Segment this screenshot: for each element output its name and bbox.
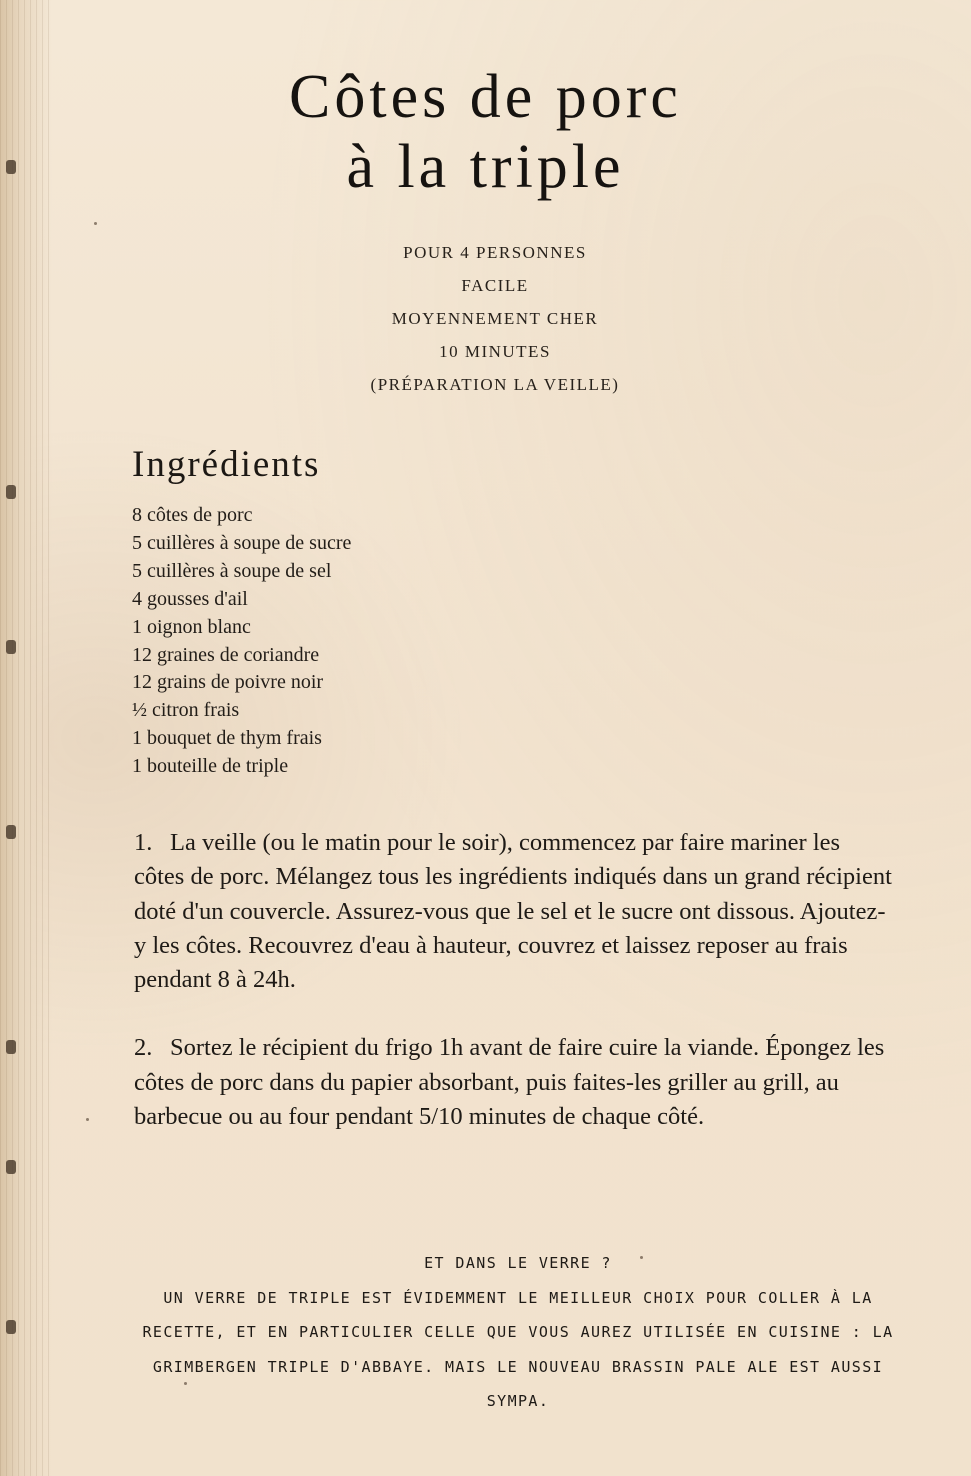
servings: POUR 4 PERSONNES [403, 243, 587, 262]
drink-note-title: ET DANS LE VERRE ? [424, 1254, 612, 1272]
paper-speck [86, 1118, 89, 1121]
step-text: La veille (ou le matin pour le soir), commencez par faire mariner les côtes de porc. Mélangez tous les ingrédients indiqués dans un grand récipient doté d'un couvercle. Assurez-vous que le sel et le sucre ont dissous. Ajoutez-y les côtes. Recouvrez d'eau à hauteur, couvrez et laissez reposer au frais pendant 8 à 24h. [134, 829, 892, 994]
recipe-title-line-2: à la triple [346, 133, 625, 201]
step-1 [134, 826, 894, 997]
step-number: 2. [134, 1034, 153, 1062]
recipe-title-line-1: Côtes de porc [289, 63, 682, 131]
cost: MOYENNEMENT CHER [391, 309, 599, 328]
recipe-meta [0, 236, 971, 401]
ingredients-heading: Ingrédients [132, 444, 321, 485]
ingredients-list [132, 502, 351, 781]
binding-mark [6, 640, 16, 654]
paper-speck [94, 222, 97, 225]
ingredient-item: 12 graines de coriandre [132, 643, 320, 666]
binding-mark [6, 825, 16, 839]
ingredient-item: 4 gousses d'ail [132, 587, 248, 610]
ingredient-item: 5 cuillères à soupe de sucre [132, 531, 352, 554]
binding-mark [6, 1160, 16, 1174]
drink-pairing-note [130, 1246, 906, 1419]
ingredient-item: 1 bouteille de triple [132, 755, 289, 778]
step-2 [134, 1031, 894, 1134]
book-spine [0, 0, 52, 1476]
step-text: Sortez le récipient du frigo 1h avant de faire cuire la viande. Épongez les côtes de porc dans du papier absorbant, puis faites-les griller au grill, au barbecue ou au four pendant 5/10 minutes de chaque côté. [134, 1034, 885, 1131]
ingredient-item: ½ citron frais [132, 699, 240, 722]
difficulty: FACILE [461, 276, 529, 295]
ingredient-item: 5 cuillères à soupe de sel [132, 559, 332, 582]
binding-mark [6, 485, 16, 499]
ingredient-item: 12 grains de poivre noir [132, 671, 324, 694]
instructions [134, 826, 894, 1168]
ingredient-item: 1 bouquet de thym frais [132, 727, 322, 750]
time: 10 MINUTES [439, 342, 551, 361]
step-number: 1. [134, 829, 153, 856]
ingredient-item: 1 oignon blanc [132, 615, 251, 638]
drink-note-text: UN VERRE DE TRIPLE EST ÉVIDEMMENT LE MEILLEUR CHOIX POUR COLLER À LA RECETTE, ET EN PARTICULIER CELLE QUE VOUS AUREZ UTILISÉE EN CUISINE : LA GRIMBERGEN TRIPLE D'ABBAYE. MAIS LE NOUVEAU BRASSIN PALE ALE EST AUSSI SYMPA. [142, 1288, 894, 1410]
binding-mark [6, 1320, 16, 1334]
ingredient-item: 8 côtes de porc [132, 504, 253, 526]
recipe-title [0, 62, 971, 202]
binding-mark [6, 1040, 16, 1054]
preparation-note: (PRÉPARATION LA VEILLE) [370, 375, 620, 394]
